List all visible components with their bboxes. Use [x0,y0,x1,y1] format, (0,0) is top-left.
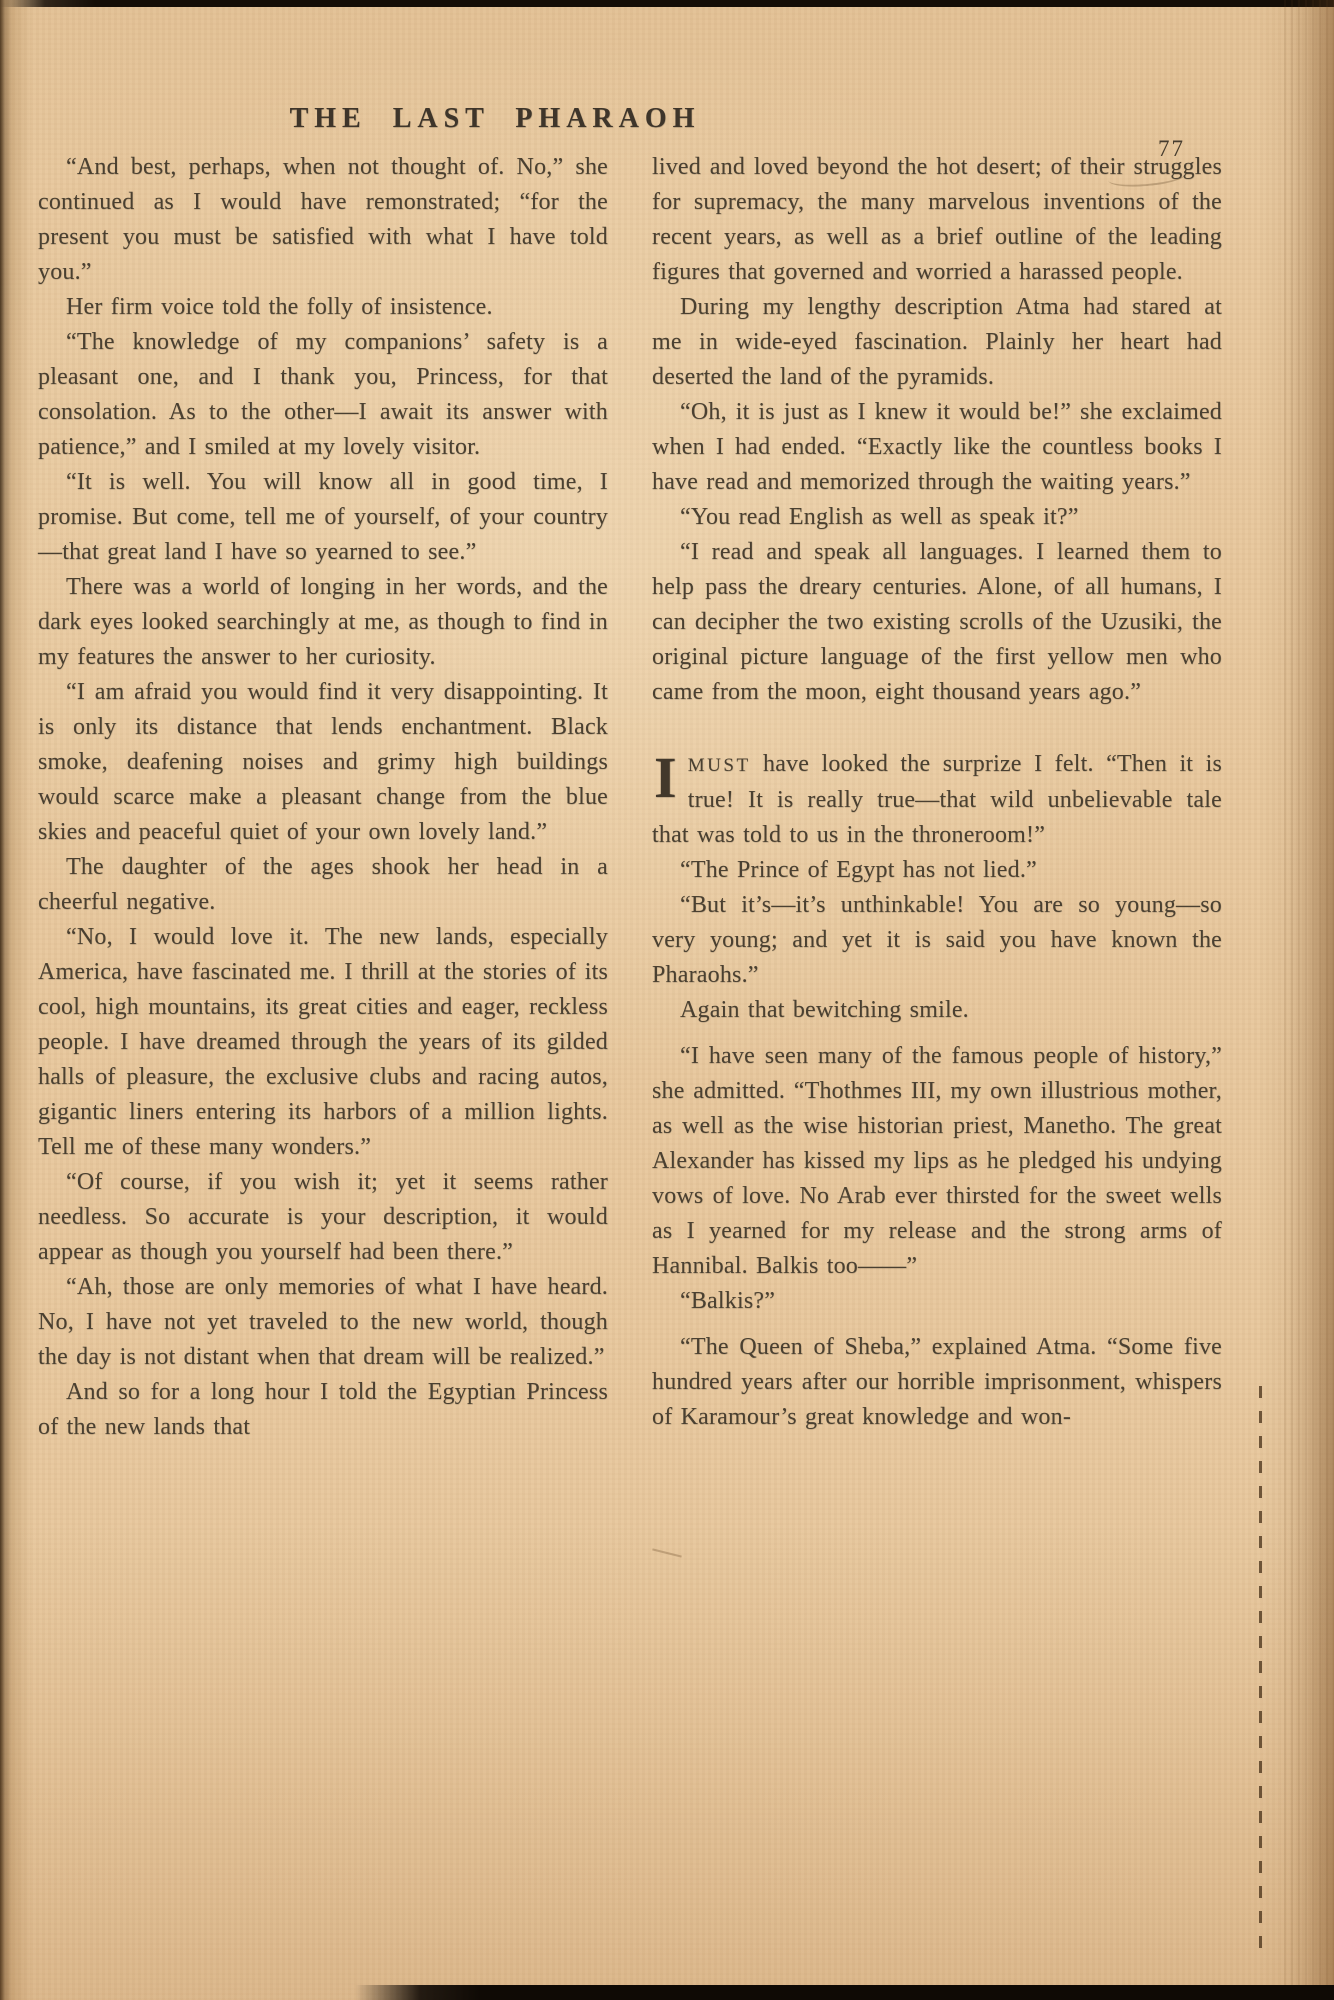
paragraph: “I am afraid you would find it very disappointing. It is only its distance that lends enchantment. Black smoke, deafening noises and grimy high buildings would scarce make a pleasant change from the blue skies and peaceful quiet of your own lovely land.” [38,679,608,845]
right-column [652,150,1222,1445]
paragraph: Again that bewitching smile. [680,997,969,1023]
paragraph: “And best, perhaps, when not thought of. No,” she continued as I would have remonstrated; “for the present you must be satisfied with what I have told you.” [38,154,608,285]
scan-edge-right [1284,0,1334,2000]
drop-cap-letter: I [654,745,677,810]
paragraph: “The Queen of Sheba,” explained Atma. “Some five hundred years after our horrible imprisonment, whispers of Karamour’s great knowledge and won- [652,1334,1222,1430]
page-number: 77 [1158,136,1185,161]
paragraph: The daughter of the ages shook her head in a cheerful negative. [38,854,608,915]
scan-edge-top [0,0,1334,7]
left-column [38,150,608,1445]
paragraph: During my lengthy description Atma had stared at me in wide-eyed fascination. Plainly her heart had deserted the land of the pyramids. [652,294,1222,390]
paragraph: “The Prince of Egypt has not lied.” [680,857,1037,883]
paragraph: “You read English as well as speak it?” [680,504,1079,530]
paragraph: Her firm voice told the folly of insistence. [66,294,493,320]
small-caps-lead: MUST [687,755,751,776]
paragraph: “But it’s—it’s unthinkable! You are so young—so very young; and yet it is said you have known the Pharaohs.” [652,892,1222,988]
paragraph: There was a world of longing in her words, and the dark eyes looked searchingly at me, as though to find in my features the answer to her curiosity. [38,574,608,670]
dropcap-paragraph: IMUST have looked the surprize I felt. “Then it is true! It is really true—that wild unbelievable tale that was told to us in the throneroom!” [652,745,1222,848]
scan-edge-bottom [0,1985,1334,2000]
paragraph: “Balkis?” [680,1288,776,1314]
crease-mark [1259,1386,1262,1956]
paragraph: “No, I would love it. The new lands, especially America, have fascinated me. I thrill at the stories of its cool, high mountains, its great cities and eager, reckless people. I have dreamed through the years of its gilded halls of pleasure, the exclusive clubs and racing autos, gigantic liners entering its harbors of a million lights. Tell me of these many wonders.” [38,924,608,1160]
paragraph: “The knowledge of my companions’ safety is a pleasant one, and I thank you, Princess, for that consolation. As to the other—I await its answer with patience,” and I smiled at my lovely visitor. [38,329,608,460]
paragraph: And so for a long hour I told the Egyptian Princess of the new lands that [38,1379,608,1440]
paragraph: lived and loved beyond the hot desert; of their struggles for supremacy, the many marvelous inventions of the recent years, as well as a brief outline of the leading figures that governed and worried a harassed people. [652,154,1222,285]
page-title: THE LAST PHARAOH [289,103,701,134]
paragraph: “Oh, it is just as I knew it would be!” she exclaimed when I had ended. “Exactly like the countless books I have read and memorized through the waiting years.” [652,399,1222,495]
paragraph: “Ah, those are only memories of what I have heard. No, I have not yet traveled to the new world, though the day is not distant when that dream will be realized.” [38,1274,608,1370]
paragraph: “I have seen many of the famous people of history,” she admitted. “Thothmes III, my own illustrious mother, as well as the wise historian priest, Manetho. The great Alexander has kissed my lips as he pledged his undying vows of love. No Arab ever thirsted for the sweet wells as I yearned for my release and the strong arms of Hannibal. Balkis too——” [652,1043,1222,1279]
paragraph: “It is well. You will know all in good time, I promise. But come, tell me of yourself, of your country—that great land I have so yearned to see.” [38,469,608,565]
text-columns [38,150,1222,1445]
paragraph: “I read and speak all languages. I learned them to help pass the dreary centuries. Alone, of all humans, I can decipher the two existing scrolls of the Uzusiki, the original picture language of the first yellow men who came from the moon, eight thousand years ago.” [652,539,1222,705]
paragraph: “Of course, if you wish it; yet it seems rather needless. So accurate is your description, it would appear as though you yourself had been there.” [38,1169,608,1265]
